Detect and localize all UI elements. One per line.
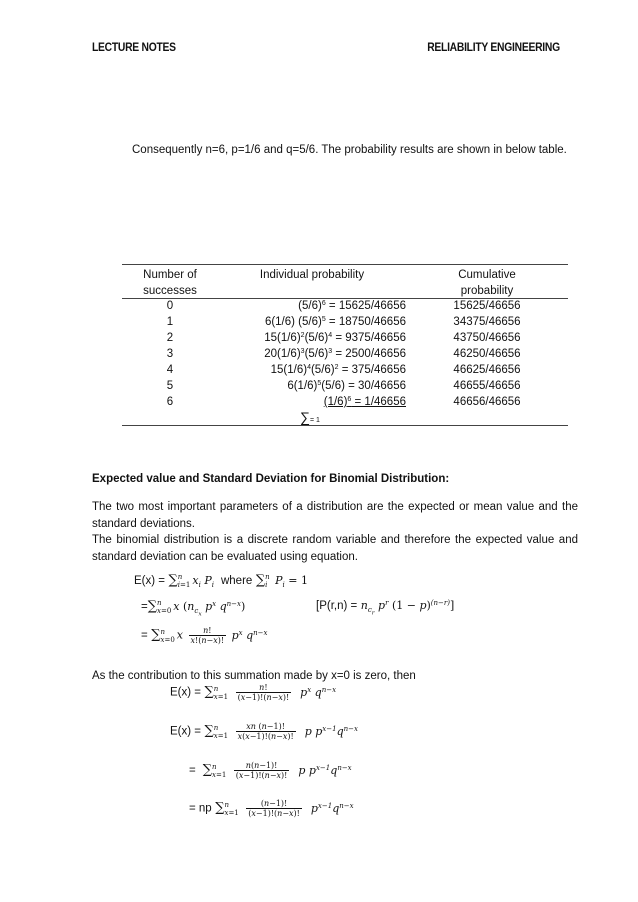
row-individual: $(5/6)^6 = 15625/46656$ [298, 300, 406, 312]
equation-ex-from-one: E(x) = ∑ n x=1 $\frac{n!}{(x-1)!(n-x)!}$ $p^x$ $q^{n-x}$ [170, 683, 337, 702]
row-successes: 3 [166, 348, 174, 360]
row-individual: $20(1/6)^3(5/6)^3 = 2500/46656$ [264, 348, 406, 360]
equation-expected-value: E(x) = ∑ n i=1 $x_i$ $P_i$ where ∑ n i $P_i = 1$ [134, 573, 308, 590]
row-individual: $(1/6)^6 = 1/46656$ [323, 396, 406, 408]
table-row [122, 380, 568, 396]
table-row [122, 364, 568, 380]
row-successes: 6 [166, 396, 174, 408]
table-header-rule [122, 298, 568, 299]
row-cumulative: 46625/46656 [453, 364, 521, 376]
table-row [122, 332, 568, 348]
equation-sum-combination: =∑ n x=0 x ($n_{c_x}$ $p^x$ $q^{n-x}$) [141, 599, 246, 618]
row-individual: $6(1/6)^5(5/6) = 30/46656$ [287, 380, 406, 392]
row-cumulative: 34375/46656 [453, 316, 521, 328]
row-successes: 1 [166, 316, 174, 328]
row-individual: $15(1/6)^4(5/6)^2 = 375/46656$ [270, 364, 406, 376]
paragraph-discrete: The binomial distribution is a discrete random variable and therefore the expected value and standard deviation can be evaluated using equation. [92, 534, 578, 563]
table-row [122, 316, 568, 332]
table-top-rule [122, 264, 568, 265]
page-header [92, 40, 560, 60]
row-successes: 5 [166, 380, 174, 392]
row-cumulative: 46656/46656 [453, 396, 521, 408]
paragraph-x-zero: As the contribution to this summation made by x=0 is zero, then [92, 670, 416, 682]
table-row [122, 348, 568, 364]
row-successes: 2 [166, 332, 174, 344]
row-cumulative: 43750/46656 [453, 332, 521, 344]
header-cumulative-probability: Cumulative probability [458, 269, 516, 297]
paragraph-parameters: The two most important parameters of a distribution are the expected or mean value and the standard deviations. [92, 501, 578, 530]
row-successes: 4 [166, 364, 174, 376]
intro-paragraph: Consequently n=6, p=1/6 and q=5/6. The probability results are shown in below table. [132, 144, 567, 156]
table-row [122, 300, 568, 316]
header-left: LECTURE NOTES [92, 40, 176, 54]
equation-ex-simplified: = ∑ n x=1 $\frac{n(n-1)!}{(x-1)!(n-x)!}$ p $p^{x-1}q^{n-x}$ [189, 761, 352, 780]
section-title: Expected value and Standard Deviation for Binomial Distribution: [92, 473, 450, 485]
table-bottom-rule [122, 425, 568, 426]
header-right: RELIABILITY ENGINEERING [427, 40, 560, 54]
row-cumulative: 15625/46656 [453, 300, 521, 312]
sum-equals-one: ∑= 1 [300, 409, 320, 425]
row-cumulative: 46655/46656 [453, 380, 521, 392]
row-individual: $15(1/6)^2(5/6)^4 = 9375/46656$ [264, 332, 406, 344]
equation-np-form: = np ∑ n x=1 $\frac{(n-1)!}{(x-1)!(n-x)!}$ $p^{x-1}q^{n-x}$ [189, 799, 354, 818]
row-individual: 6(1/6) $(5/6)^5 = 18750/46656$ [264, 316, 406, 328]
equation-factorial-form: = ∑ n x=0 x $\frac{n!}{x!(n-x)!}$ $p^x$ $q^{n-x}$ [141, 626, 268, 645]
header-number-of-successes: Number of successes [143, 269, 197, 297]
equation-binomial-probability: [$P(r,n) = n_{c_r}$ $p^r$ $(1 - p)^{(n-r)}$] [316, 599, 455, 617]
row-successes: 0 [166, 300, 174, 312]
table-row [122, 396, 568, 412]
row-cumulative: 46250/46656 [453, 348, 521, 360]
equation-ex-expanded: E(x) = ∑ n x=1 $\frac{xn (n-1)!}{x(x-1)!(n-x)!}$ p $p^{x-1}q^{n-x}$ [170, 722, 358, 741]
header-individual-probability: Individual probability [259, 269, 365, 281]
